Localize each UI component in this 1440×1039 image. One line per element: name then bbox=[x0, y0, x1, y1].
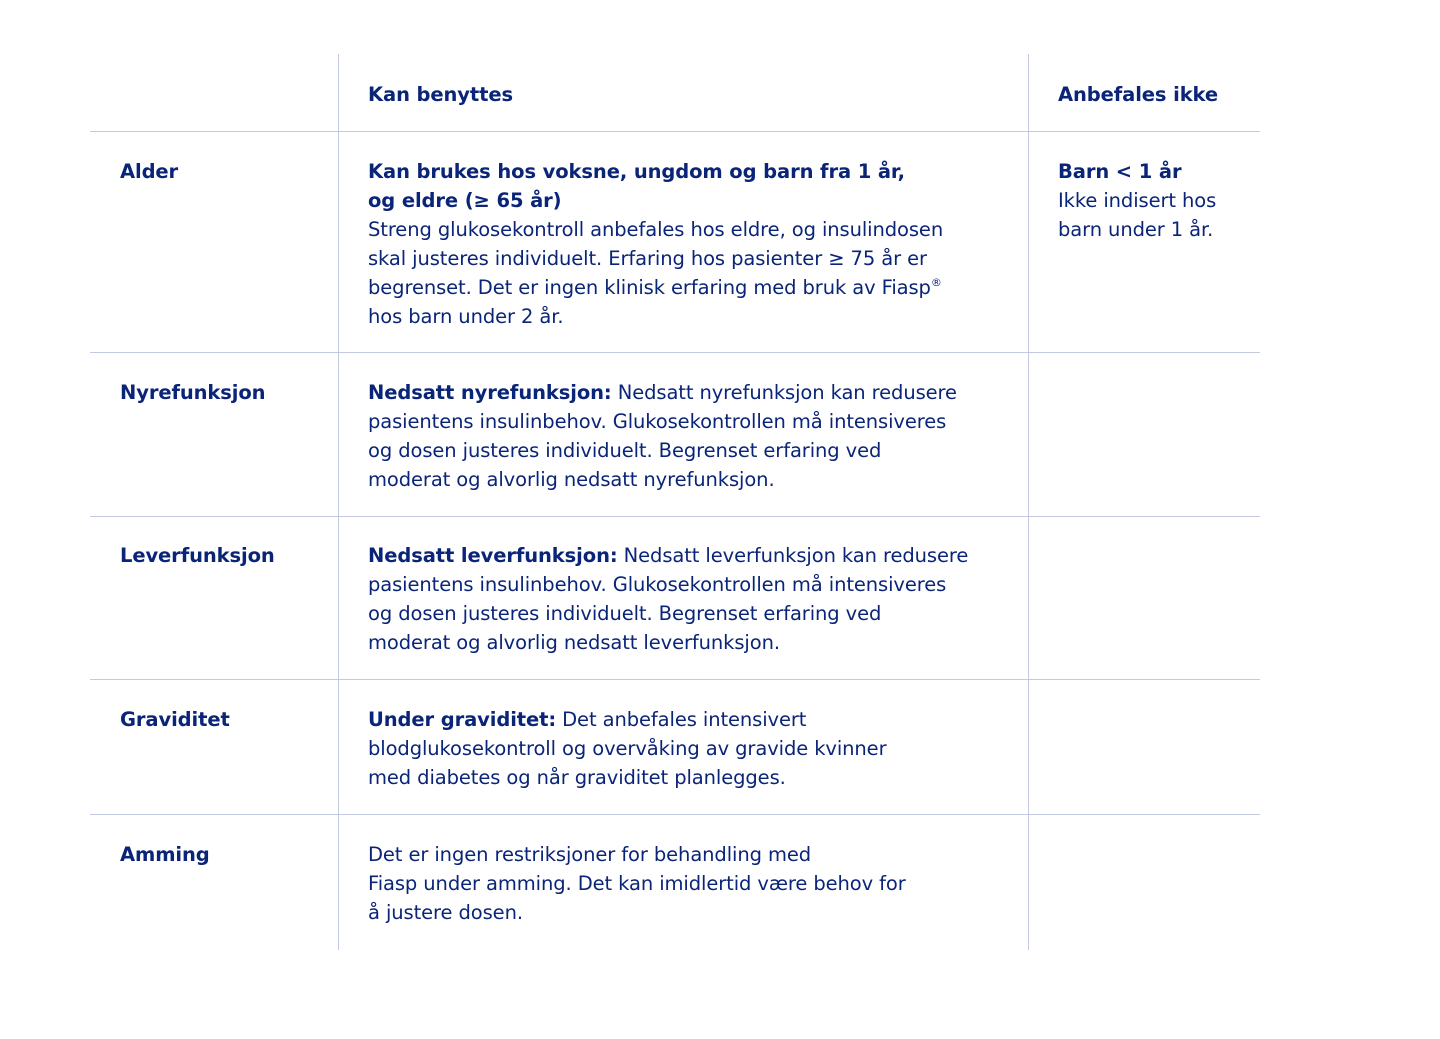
text-fragment: Nedsatt leverfunksjon kan redusere bbox=[617, 544, 969, 567]
text-line: moderat og alvorlig nedsatt leverfunksjon. bbox=[368, 631, 780, 654]
row-divider bbox=[90, 131, 1260, 132]
text-line: pasientens insulinbehov. Glukosekontrollen må intensiveres bbox=[368, 410, 947, 433]
text-line: blodglukosekontroll og overvåking av gravide kvinner bbox=[368, 737, 887, 760]
text-line: Kan brukes hos voksne, ungdom og barn fra 1 år, bbox=[368, 160, 905, 183]
lead-term: Under graviditet: bbox=[368, 708, 557, 731]
row-label-pregnancy: Graviditet bbox=[120, 708, 230, 731]
text-line bbox=[368, 541, 1008, 570]
lead-term: Nedsatt nyrefunksjon: bbox=[368, 381, 612, 404]
age-can-use-text bbox=[368, 157, 1008, 331]
lead-term: Nedsatt leverfunksjon: bbox=[368, 544, 618, 567]
column-divider bbox=[1028, 54, 1029, 950]
row-label-kidney-function: Nyrefunksjon bbox=[120, 381, 266, 404]
text-line: barn under 1 år. bbox=[1058, 218, 1214, 241]
text-line bbox=[368, 273, 1008, 302]
text-line: skal justeres individuelt. Erfaring hos pasienter ≥ 75 år er bbox=[368, 247, 927, 270]
column-divider bbox=[338, 54, 339, 950]
kidney-can-use-text bbox=[368, 378, 1008, 494]
text-line: moderat og alvorlig nedsatt nyrefunksjon. bbox=[368, 468, 775, 491]
text-line: pasientens insulinbehov. Glukosekontrollen må intensiveres bbox=[368, 573, 947, 596]
row-label-breastfeeding: Amming bbox=[120, 843, 210, 866]
pregnancy-can-use-text bbox=[368, 705, 1008, 792]
text-fragment: begrenset. Det er ingen klinisk erfaring med bruk av Fiasp bbox=[368, 276, 931, 299]
text-line: å justere dosen. bbox=[368, 901, 523, 924]
column-header-can-use: Kan benyttes bbox=[368, 83, 513, 106]
text-line: Det er ingen restriksjoner for behandling med bbox=[368, 843, 812, 866]
column-header-not-recommended: Anbefales ikke bbox=[1058, 83, 1219, 106]
text-line: med diabetes og når graviditet planlegges. bbox=[368, 766, 786, 789]
text-line: hos barn under 2 år. bbox=[368, 305, 564, 328]
registered-mark: ® bbox=[930, 276, 942, 289]
text-line: Fiasp under amming. Det kan imidlertid være behov for bbox=[368, 872, 906, 895]
text-line: og dosen justeres individuelt. Begrenset erfaring ved bbox=[368, 602, 882, 625]
text-line bbox=[368, 378, 1008, 407]
row-label-liver-function: Leverfunksjon bbox=[120, 544, 275, 567]
text-fragment: Det anbefales intensivert bbox=[556, 708, 807, 731]
row-divider bbox=[90, 679, 1260, 680]
row-divider bbox=[90, 352, 1260, 353]
breastfeeding-can-use-text bbox=[368, 840, 1008, 927]
text-line: Ikke indisert hos bbox=[1058, 189, 1217, 212]
age-not-recommended-text bbox=[1058, 157, 1258, 244]
text-line: Barn < 1 år bbox=[1058, 160, 1182, 183]
row-divider bbox=[90, 814, 1260, 815]
liver-can-use-text bbox=[368, 541, 1008, 657]
text-line: og eldre (≥ 65 år) bbox=[368, 189, 562, 212]
text-line bbox=[368, 705, 1008, 734]
text-line: og dosen justeres individuelt. Begrenset erfaring ved bbox=[368, 439, 882, 462]
row-label-age: Alder bbox=[120, 160, 179, 183]
row-divider bbox=[90, 516, 1260, 517]
contraindications-table bbox=[90, 54, 1260, 950]
text-fragment: Nedsatt nyrefunksjon kan redusere bbox=[611, 381, 957, 404]
text-line: Streng glukosekontroll anbefales hos eldre, og insulindosen bbox=[368, 218, 944, 241]
